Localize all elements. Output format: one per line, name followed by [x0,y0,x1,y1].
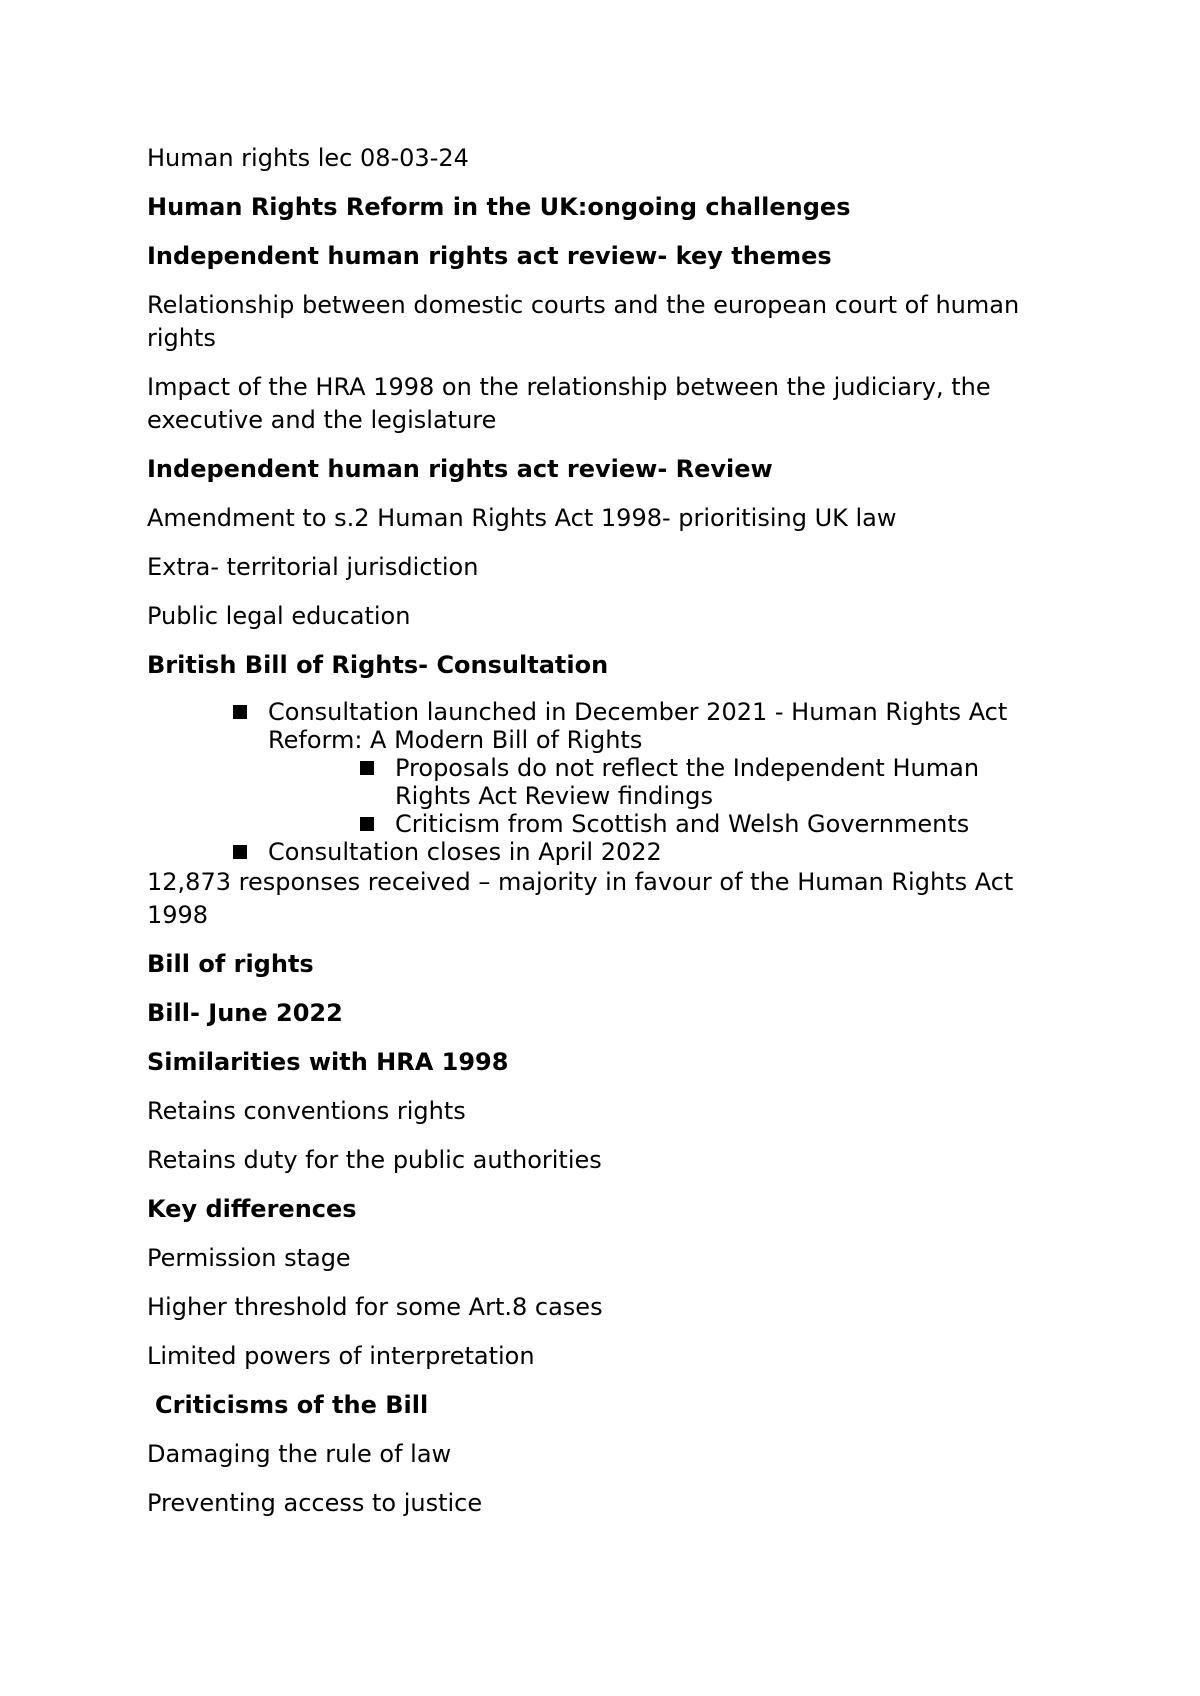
heading-review-key-themes: Independent human rights act review- key themes [147,242,832,270]
heading-bill-of-rights: Bill of rights [147,950,314,978]
paragraph-amendment-s2: Amendment to s.2 Human Rights Act 1998- prioritising UK law [147,504,897,532]
sub-bullet-text: Proposals do not reflect the Independent Human Rights Act Review findings [395,754,980,810]
square-bullet-icon [233,845,247,859]
paragraph-rule-of-law: Damaging the rule of law [147,1440,452,1468]
bullet-text: Consultation launched in December 2021 - Human Rights Act Reform: A Modern Bill of Rights [268,698,1008,754]
square-bullet-icon [360,817,374,831]
sub-bullet-item [147,754,1047,810]
sub-bullet-text: Criticism from Scottish and Welsh Governments [395,810,970,838]
heading-similarities: Similarities with HRA 1998 [147,1048,509,1076]
heading-consultation: British Bill of Rights- Consultation [147,651,609,679]
heading-criticisms: Criticisms of the Bill [155,1391,429,1419]
paragraph-retains-duty: Retains duty for the public authorities [147,1146,602,1174]
document-body [147,142,1047,1536]
bullet-item [147,838,1047,866]
paragraph-retains-rights: Retains conventions rights [147,1097,466,1125]
sub-bullet-item [147,810,1047,838]
heading-key-differences: Key differences [147,1195,357,1223]
heading-bill-june: Bill- June 2022 [147,999,343,1027]
consultation-bullet-list [147,698,1047,866]
paragraph-responses: 12,873 responses received – majority in favour of the Human Rights Act 1998 [147,868,1014,929]
bullet-item [147,698,1047,754]
paragraph-impact-hra: Impact of the HRA 1998 on the relationship between the judiciary, the executive and the legislature [147,373,991,434]
heading-reform: Human Rights Reform in the UK:ongoing challenges [147,193,851,221]
lecture-date-line: Human rights lec 08-03-24 [147,144,469,172]
bullet-text: Consultation closes in April 2022 [268,838,662,866]
paragraph-access-to-justice: Preventing access to justice [147,1489,483,1517]
paragraph-higher-threshold: Higher threshold for some Art.8 cases [147,1293,603,1321]
paragraph-limited-powers: Limited powers of interpretation [147,1342,535,1370]
paragraph-extra-territorial: Extra- territorial jurisdiction [147,553,479,581]
square-bullet-icon [233,705,247,719]
heading-review: Independent human rights act review- Review [147,455,773,483]
paragraph-public-legal-education: Public legal education [147,602,411,630]
paragraph-permission-stage: Permission stage [147,1244,351,1272]
paragraph-relationship-courts: Relationship between domestic courts and the european court of human rights [147,291,1020,352]
square-bullet-icon [360,761,374,775]
